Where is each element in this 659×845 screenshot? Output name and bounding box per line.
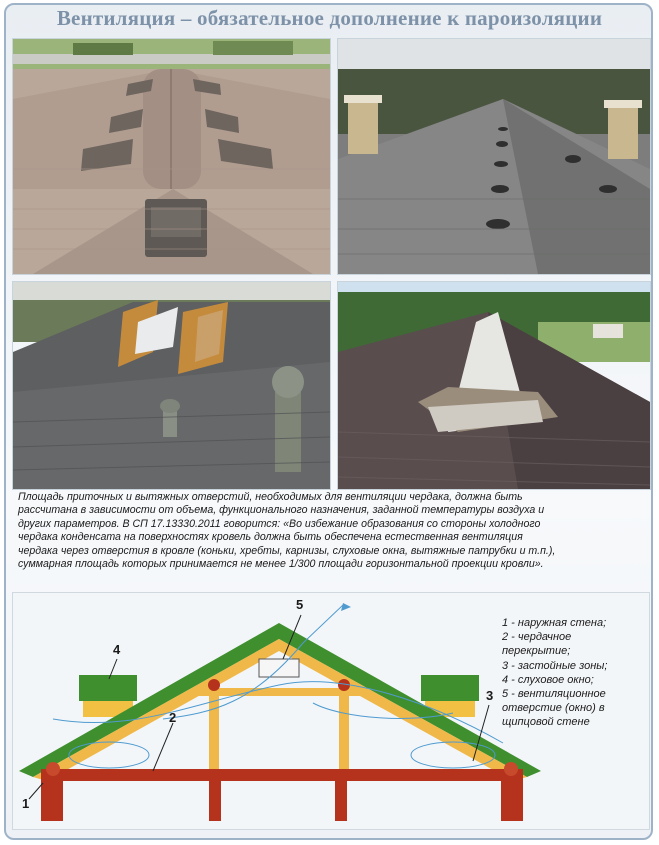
- label-2: 2: [169, 710, 177, 725]
- airflow-arrow: [341, 603, 351, 611]
- legend-line: щипцовой стене: [502, 716, 590, 729]
- caption-line: других параметров. В СП 17.13330.2011 говорится: «Во избежание образования со стороны холодного: [18, 517, 541, 530]
- legend-line: 4 - слуховое окно;: [502, 673, 594, 686]
- page-title: Вентиляция – обязательное дополнение к пароизоляции: [56, 6, 603, 30]
- dormer-roof-right: [421, 675, 479, 701]
- dormer-roof-left: [79, 675, 137, 701]
- photo-ridge-installation: [337, 281, 651, 490]
- label-4: 4: [113, 642, 121, 657]
- label-1: 1: [22, 796, 30, 811]
- caption-line: Площадь приточных и вытяжных отверстий, необходимых для вентиляции чердака, должна быть: [18, 491, 523, 503]
- legend-line: перекрытие;: [502, 645, 571, 658]
- legend-line: 3 - застойные зоны;: [502, 659, 608, 672]
- joint-left: [208, 679, 220, 691]
- legend-line: 1 - наружная стена;: [502, 617, 607, 629]
- caption-line: суммарная площадь которых принимается не менее 1/300 площади горизонтальной проекции кровли».: [18, 558, 544, 571]
- wall-top-right: [504, 762, 518, 776]
- post-right: [339, 683, 349, 771]
- attic-floor-beam: [43, 769, 517, 781]
- caption-line: чердака через отверстия в кровле (коньки, хребты, карнизы, слуховые окна, вытяжные патрубки и т.п.),: [18, 544, 556, 557]
- legend-line: 5 - вентиляционное: [502, 688, 606, 701]
- diagram-legend: [502, 616, 647, 730]
- outer-wall-left: [41, 769, 63, 821]
- post-left: [209, 683, 219, 771]
- caption-line: рассчитана в зависимости от объема, функционального назначения, заданной температуры воздуха и: [18, 504, 545, 517]
- gable-vent-opening: [259, 659, 299, 677]
- photo-ridge-vents: [337, 38, 651, 275]
- photo-roof-vents: [12, 38, 331, 275]
- label-5: 5: [296, 597, 304, 612]
- legend-line: отверстие (окно) в: [502, 702, 605, 715]
- inner-wall-1: [209, 781, 221, 821]
- caption-line: чердака конденсата на поверхностях кровель должна быть обеспечена естественная вентиляция: [18, 531, 523, 544]
- wall-top-left: [46, 762, 60, 776]
- outer-wall-right: [501, 769, 523, 821]
- legend-line: 2 - чердачное: [502, 631, 572, 644]
- inner-wall-2: [335, 781, 347, 821]
- caption-text: [18, 491, 642, 571]
- label-3: 3: [486, 688, 494, 703]
- photo-dormer-pipes: [12, 281, 331, 490]
